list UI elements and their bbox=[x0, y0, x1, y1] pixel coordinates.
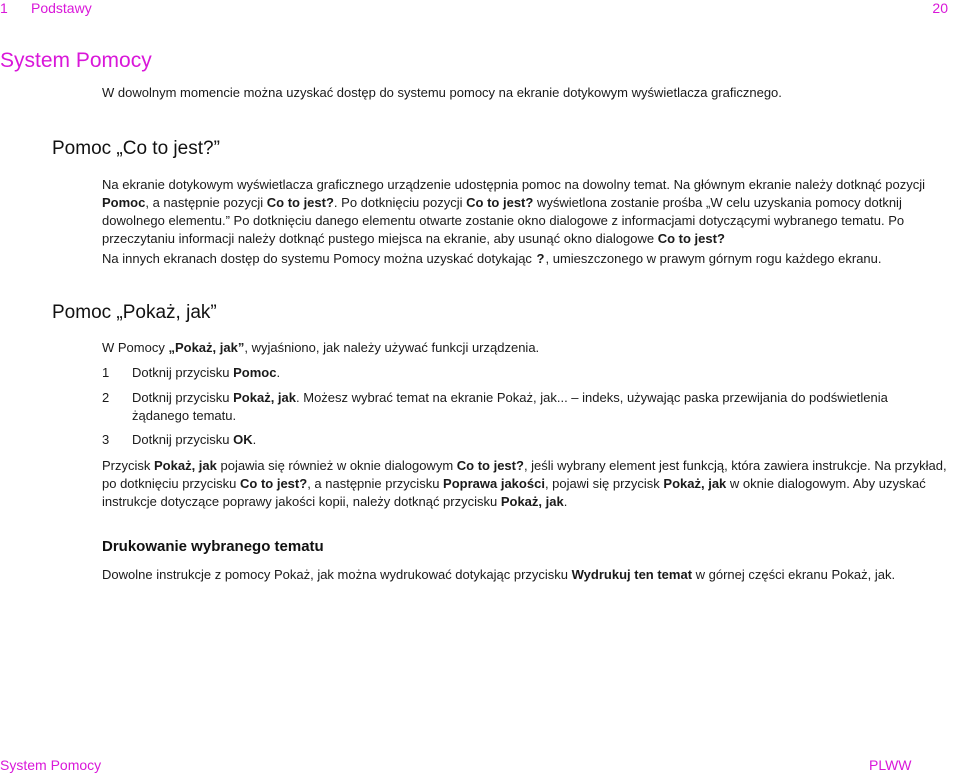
step-number: 3 bbox=[102, 432, 110, 447]
text: W Pomocy bbox=[102, 340, 169, 355]
text: . Po dotknięciu pozycji bbox=[333, 195, 467, 210]
ui-term-wydrukuj-ten-temat: Wydrukuj ten temat bbox=[571, 567, 693, 582]
ui-term-co-to-jest: Co to jest? bbox=[466, 195, 534, 210]
text: wyświetlona zostanie prośba „W celu uzyskania pomocy dotknij dowolnego elementu.” Po dotknięciu danego elementu otwarte zostanie okno dialogowe z informacjami dotyczącymi wybranego tematu. Po przeczytaniu informacji należy dotknąć pustego miejsca na ekranie, aby usunąć okno dialogowe bbox=[102, 195, 905, 246]
ui-term-co-to-jest: Co to jest? bbox=[266, 195, 334, 210]
header-chapter-number: 1 bbox=[0, 0, 8, 16]
ui-term-co-to-jest: Co to jest? bbox=[240, 476, 308, 491]
ui-term-pokaz-jak: Pokaż, jak bbox=[154, 458, 217, 473]
ui-term-ok: OK bbox=[233, 432, 253, 447]
text: . Możesz wybrać temat na ekranie Pokaż, jak... – indeks, używając paska przewijania do podświetlenia żądanego tematu. bbox=[132, 390, 888, 423]
list-item bbox=[102, 431, 960, 449]
step-text bbox=[132, 389, 922, 425]
ui-term-co-to-jest: Co to jest? bbox=[657, 231, 725, 246]
section2-intro bbox=[102, 339, 960, 357]
footer-doc-code: PLWW bbox=[869, 757, 912, 773]
ui-term-co-to-jest: Co to jest? bbox=[456, 458, 524, 473]
section2-note bbox=[102, 457, 960, 511]
text: Dowolne instrukcje z pomocy Pokaż, jak można wydrukować dotykając przycisku bbox=[102, 567, 572, 582]
text: , a następnie pozycji bbox=[145, 195, 267, 210]
text: Dotknij przycisku bbox=[132, 365, 234, 380]
section-heading-drukowanie: Drukowanie wybranego tematu bbox=[102, 538, 324, 555]
section1-paragraph-2 bbox=[102, 250, 960, 268]
intro-paragraph: W dowolnym momencie można uzyskać dostęp do systemu pomocy na ekranie dotykowym wyświetlacza graficznego. bbox=[102, 85, 782, 100]
text: Dotknij przycisku bbox=[132, 432, 234, 447]
text: , jeśli wybrany element jest funkcją, która zawiera instrukcje. Na przykład, po dotknięciu przycisku bbox=[102, 458, 947, 491]
section1-paragraph-1 bbox=[102, 176, 960, 248]
text: Przycisk bbox=[102, 458, 154, 473]
ui-term-pokaz-jak: Pokaż, jak bbox=[500, 494, 564, 509]
text: , pojawi się przycisk bbox=[544, 476, 664, 491]
ui-term-poprawa-jakosci: Poprawa jakości bbox=[443, 476, 545, 491]
header-chapter-title: Podstawy bbox=[31, 0, 92, 16]
text: , umieszczonego w prawym górnym rogu każdego ekranu. bbox=[545, 251, 882, 266]
page-title: System Pomocy bbox=[0, 49, 152, 72]
section3-paragraph bbox=[102, 566, 960, 584]
text: , wyjaśniono, jak należy używać funkcji urządzenia. bbox=[244, 340, 540, 355]
text: Dotknij przycisku bbox=[132, 390, 234, 405]
text: , a następnie przycisku bbox=[307, 476, 444, 491]
ui-term-pomoc: Pomoc bbox=[233, 365, 277, 380]
ui-term-pokaz-jak: Pokaż, jak bbox=[233, 390, 297, 405]
step-text bbox=[132, 431, 922, 449]
text: . bbox=[563, 494, 568, 509]
text: . bbox=[252, 432, 257, 447]
text: w górnej części ekranu Pokaż, jak. bbox=[692, 567, 896, 582]
header-page-number: 20 bbox=[932, 0, 948, 16]
text: pojawia się również w oknie dialogowym bbox=[216, 458, 457, 473]
step-text bbox=[132, 364, 922, 382]
section-heading-pokaz-jak: Pomoc „Pokaż, jak” bbox=[52, 302, 217, 323]
step-number: 1 bbox=[102, 365, 110, 380]
section-heading-co-to-jest: Pomoc „Co to jest?” bbox=[52, 138, 220, 159]
text: Na ekranie dotykowym wyświetlacza graficznego urządzenie udostępnia pomoc na dowolny temat. Na głównym ekranie należy dotknąć pozycji bbox=[102, 177, 926, 192]
list-item bbox=[102, 364, 960, 382]
help-question-icon: ? bbox=[536, 251, 545, 266]
list-item bbox=[102, 389, 960, 425]
ui-term-pomoc: Pomoc bbox=[102, 195, 146, 210]
ui-term-pokaz-jak: Pokaż, jak bbox=[663, 476, 727, 491]
text: Na innych ekranach dostęp do systemu Pomocy można uzyskać dotykając bbox=[102, 251, 536, 266]
text: w oknie dialogowym. Aby uzyskać instrukcje dotyczące poprawy jakości kopii, należy dotknąć przycisku bbox=[102, 476, 926, 509]
ui-term-pokaz-jak: „Pokaż, jak” bbox=[168, 340, 245, 355]
footer-section-name: System Pomocy bbox=[0, 757, 102, 773]
step-number: 2 bbox=[102, 390, 110, 405]
text: . bbox=[276, 365, 281, 380]
